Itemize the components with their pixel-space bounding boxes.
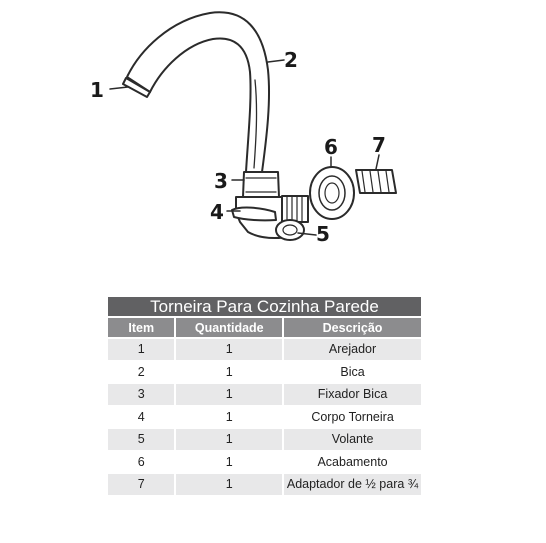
finishing-ring — [310, 167, 354, 219]
table-row — [108, 362, 421, 383]
leader-line-2 — [268, 60, 284, 62]
table-title-row — [108, 297, 421, 316]
cell-description: Adaptador de ½ para ¾ — [284, 474, 421, 495]
cell-item: 1 — [108, 339, 174, 360]
cell-quantity: 1 — [176, 474, 282, 495]
cell-quantity: 1 — [176, 384, 282, 405]
header-item: Item — [108, 318, 174, 337]
leader-line-1 — [110, 87, 128, 89]
cell-description: Fixador Bica — [284, 384, 421, 405]
table-row — [108, 339, 421, 360]
cell-item: 7 — [108, 474, 174, 495]
callout-7: 7 — [372, 133, 386, 157]
lever-handle — [232, 208, 276, 221]
callout-3: 3 — [214, 169, 228, 193]
cell-item: 3 — [108, 384, 174, 405]
cell-quantity: 1 — [176, 339, 282, 360]
cell-description: Arejador — [284, 339, 421, 360]
callout-2: 2 — [284, 48, 298, 72]
callout-6: 6 — [324, 135, 338, 159]
cell-item: 6 — [108, 452, 174, 473]
callout-1: 1 — [90, 78, 104, 102]
callout-4: 4 — [210, 200, 224, 224]
table-row — [108, 407, 421, 428]
volante-knob — [276, 220, 304, 240]
header-description: Descrição — [284, 318, 421, 337]
cell-description: Volante — [284, 429, 421, 450]
header-quantity: Quantidade — [176, 318, 282, 337]
table-row — [108, 429, 421, 450]
table-row — [108, 474, 421, 495]
cell-quantity: 1 — [176, 429, 282, 450]
table-header-row — [108, 318, 421, 337]
cell-item: 5 — [108, 429, 174, 450]
callout-5: 5 — [316, 222, 330, 246]
cell-item: 4 — [108, 407, 174, 428]
cell-description: Corpo Torneira — [284, 407, 421, 428]
cell-quantity: 1 — [176, 452, 282, 473]
cell-quantity: 1 — [176, 407, 282, 428]
cell-quantity: 1 — [176, 362, 282, 383]
cell-description: Bica — [284, 362, 421, 383]
cell-item: 2 — [108, 362, 174, 383]
leader-line-7 — [376, 155, 379, 169]
table-row — [108, 384, 421, 405]
cell-description: Acabamento — [284, 452, 421, 473]
table-row — [108, 452, 421, 473]
parts-table — [106, 295, 423, 497]
body-thread — [282, 196, 308, 222]
spout-fixing-nut — [243, 172, 279, 197]
table-title: Torneira Para Cozinha Parede — [108, 297, 421, 316]
